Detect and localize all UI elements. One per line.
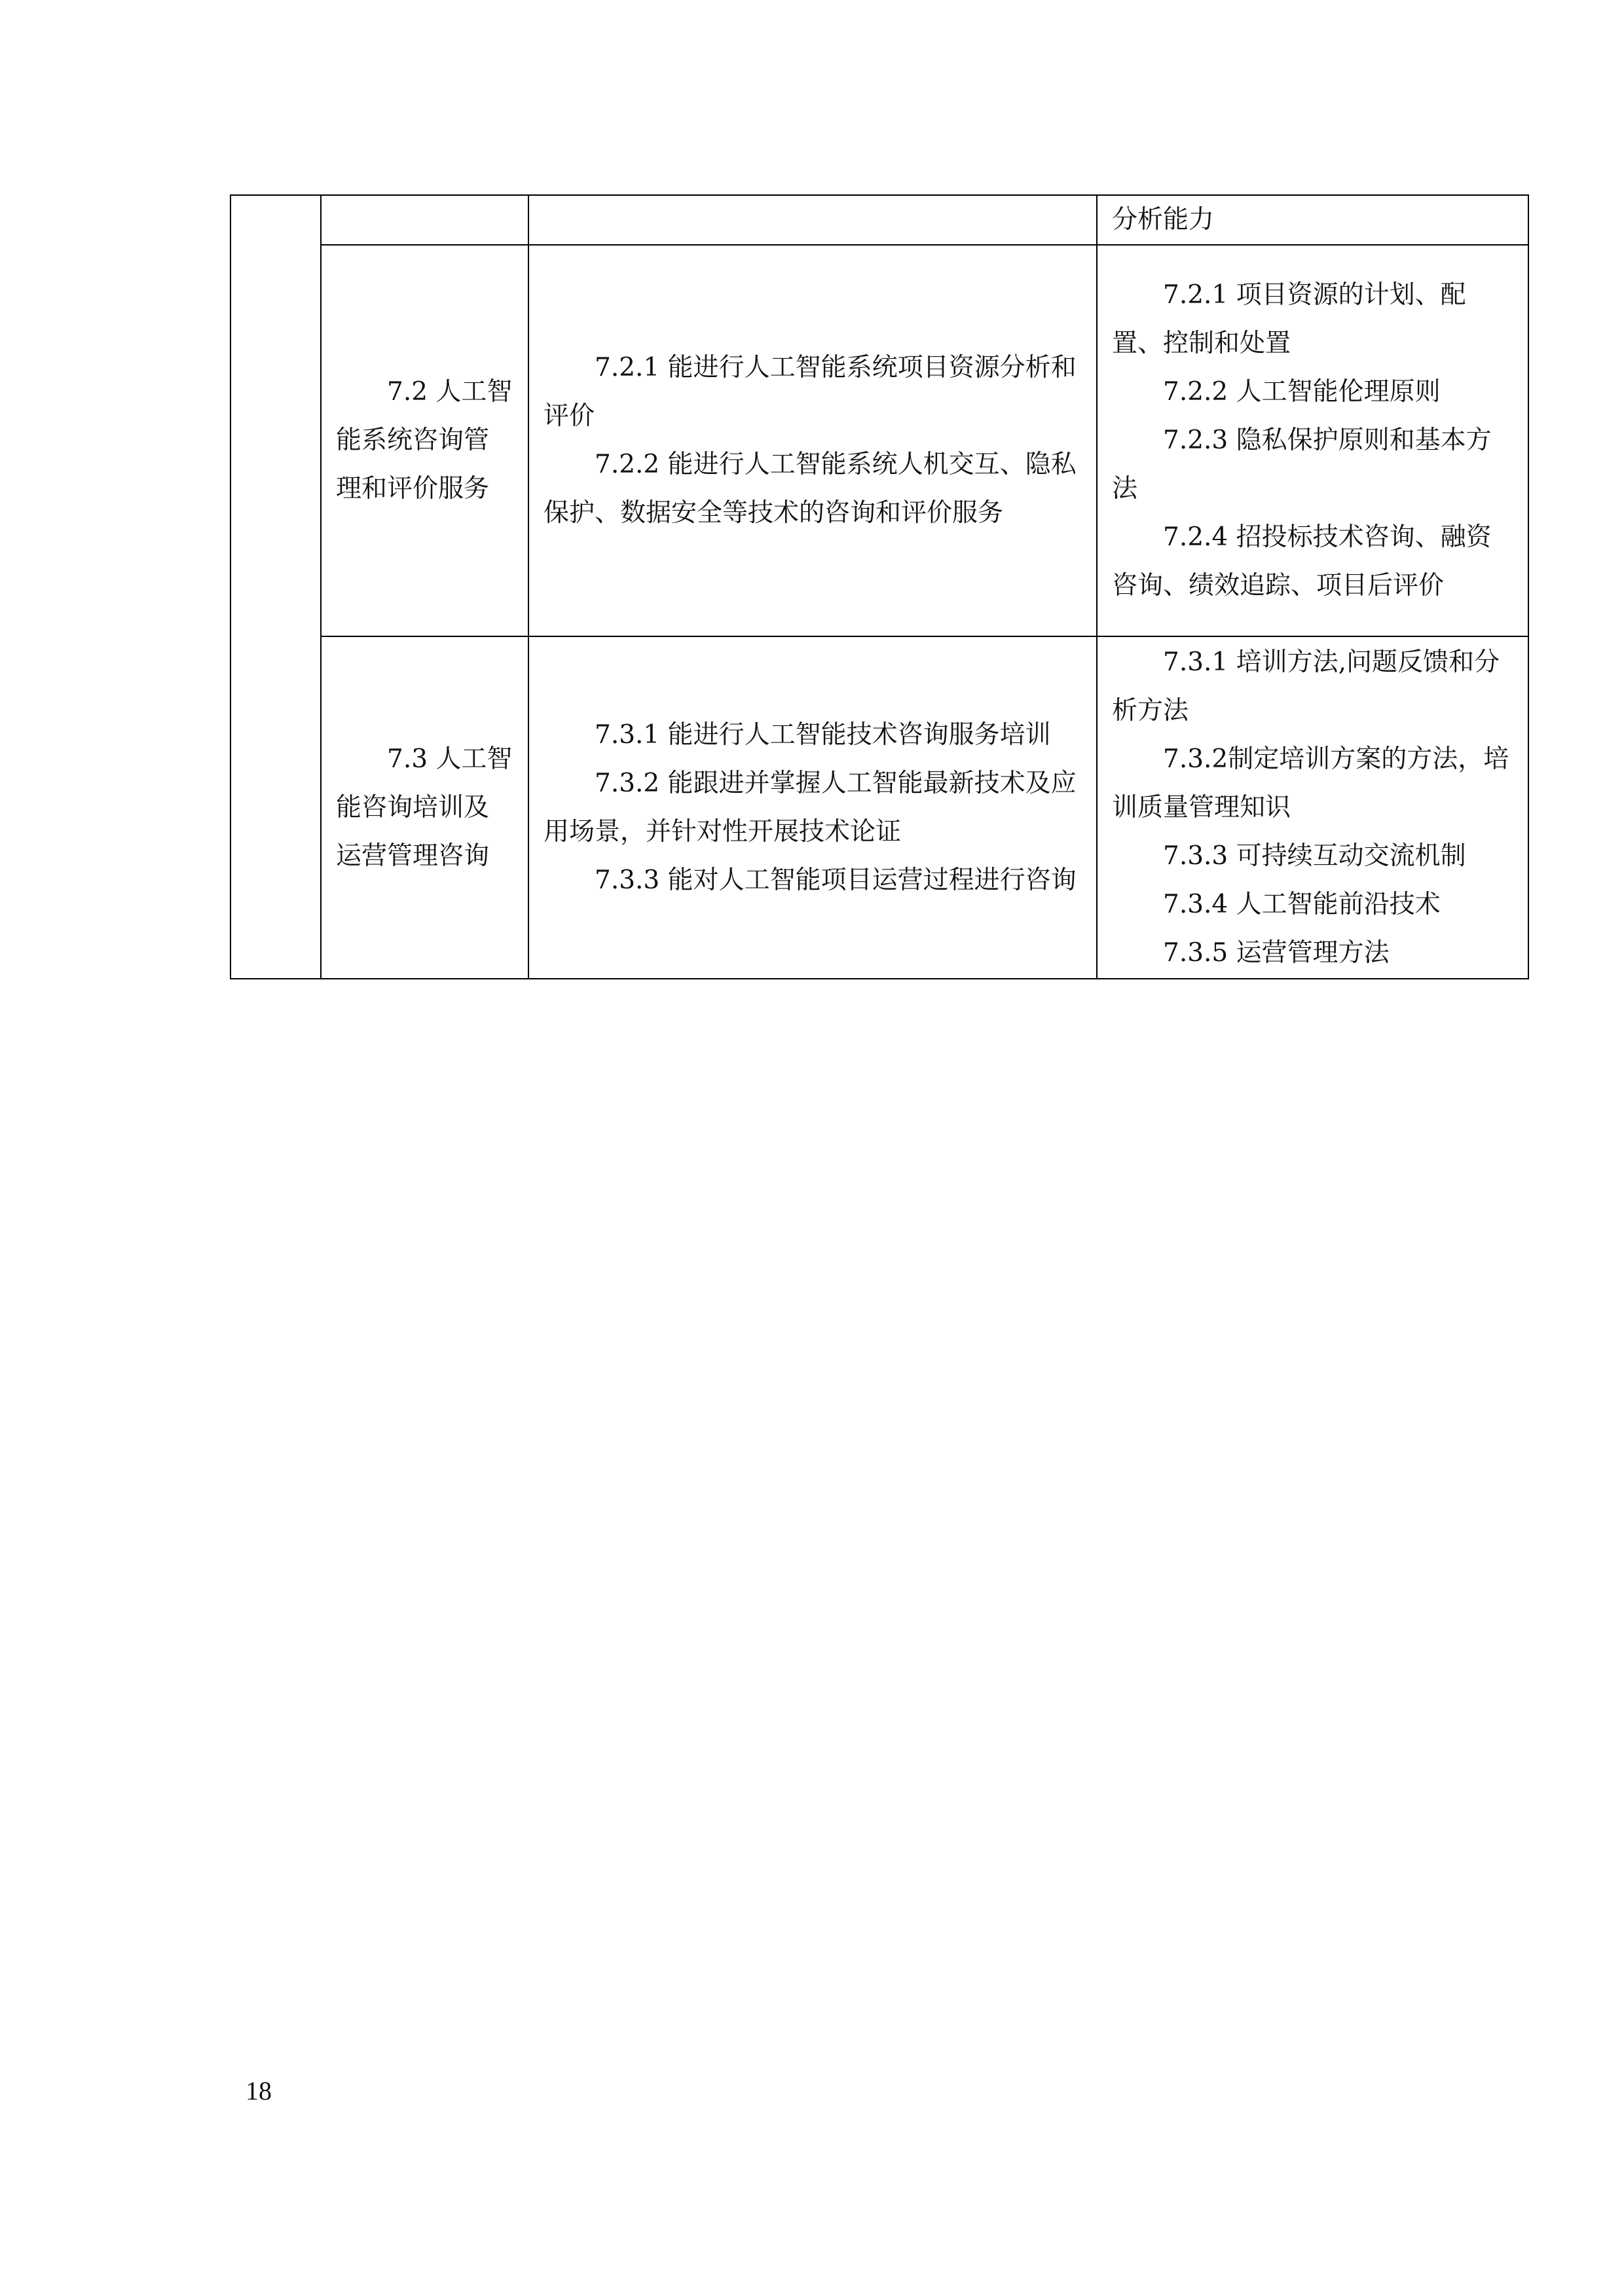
work-unit-title: 7.2 人工智能系统咨询管理和评价服务 bbox=[336, 377, 513, 503]
knowledge-item: 7.2.4 招投标技术咨询、融资咨询、绩效追踪、项目后评价 bbox=[1112, 522, 1492, 600]
skills-table bbox=[230, 194, 1529, 979]
table-row bbox=[231, 636, 1528, 979]
table-row bbox=[231, 245, 1528, 636]
work-unit-title: 7.3 人工智能咨询培训及运营管理咨询 bbox=[336, 744, 513, 871]
knowledge-requirements-cell bbox=[1097, 245, 1528, 636]
skill-item: 7.2.1 能进行人工智能系统项目资源分析和评价 bbox=[544, 353, 1077, 431]
knowledge-item: 7.2.3 隐私保护原则和基本方法 bbox=[1112, 426, 1492, 503]
knowledge-requirements-cell bbox=[1097, 636, 1528, 979]
page-number: 18 bbox=[246, 2076, 272, 2105]
skill-item: 7.3.2 能跟进并掌握人工智能最新技术及应用场景，并针对性开展技术论证 bbox=[544, 768, 1077, 847]
skill-item: 7.2.2 能进行人工智能系统人机交互、隐私保护、数据安全等技术的咨询和评价服务 bbox=[544, 450, 1077, 528]
work-unit-cell bbox=[321, 636, 528, 979]
skill-item: 7.3.1 能进行人工智能技术咨询服务培训 bbox=[595, 720, 1051, 750]
table-row bbox=[231, 195, 1528, 245]
knowledge-item: 7.3.2制定培训方案的方法，培训质量管理知识 bbox=[1112, 744, 1509, 822]
knowledge-item: 分析能力 bbox=[1112, 205, 1215, 234]
skill-item: 7.3.3 能对人工智能项目运营过程进行咨询 bbox=[595, 865, 1077, 895]
knowledge-requirements-cell bbox=[1097, 195, 1528, 245]
knowledge-item: 7.3.3 可持续互动交流机制 bbox=[1163, 841, 1466, 871]
occupation-function-cell bbox=[231, 195, 321, 979]
skill-requirements-cell bbox=[528, 195, 1097, 245]
skill-requirements-cell bbox=[528, 636, 1097, 979]
knowledge-item: 7.3.5 运营管理方法 bbox=[1163, 938, 1390, 968]
knowledge-item: 7.2.1 项目资源的计划、配置、控制和处置 bbox=[1112, 280, 1466, 358]
work-unit-cell bbox=[321, 195, 528, 245]
knowledge-item: 7.2.2 人工智能伦理原则 bbox=[1163, 377, 1441, 407]
knowledge-item: 7.3.4 人工智能前沿技术 bbox=[1163, 889, 1441, 919]
knowledge-item: 7.3.1 培训方法,问题反馈和分析方法 bbox=[1112, 647, 1500, 725]
skill-requirements-cell bbox=[528, 245, 1097, 636]
work-unit-cell bbox=[321, 245, 528, 636]
